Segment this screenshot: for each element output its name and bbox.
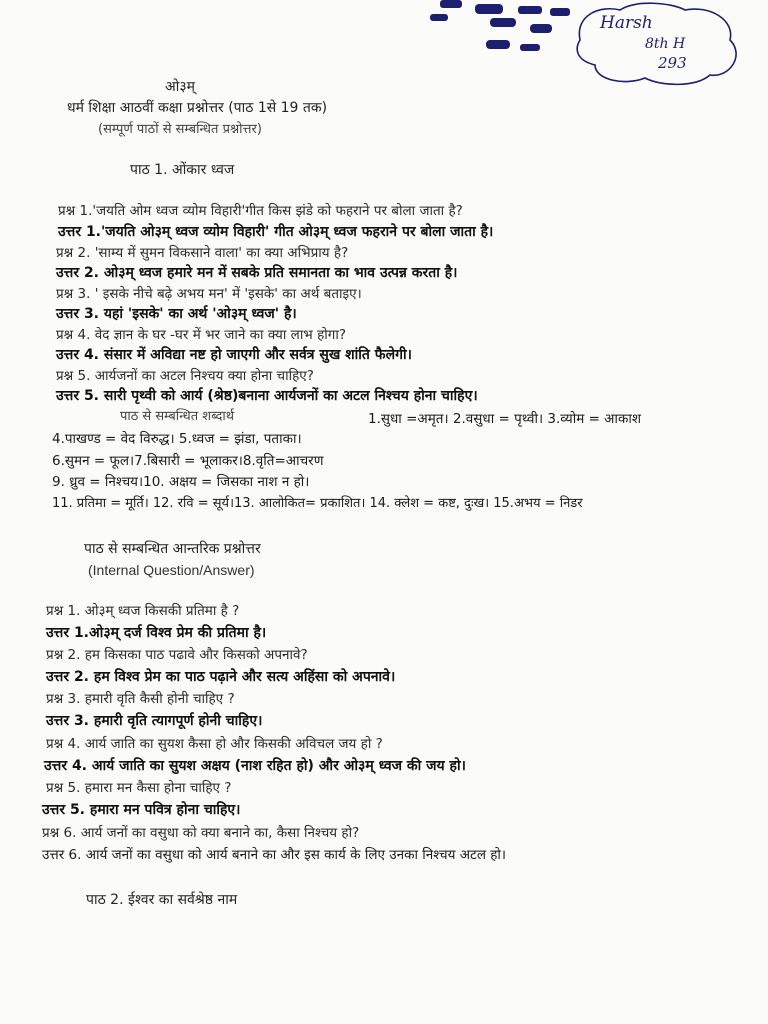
internal-question-3: प्रश्न 3. हमारी वृति कैसी होनी चाहिए ? [46,691,235,707]
internal-answer-3: उत्तर 3. हमारी वृति त्यागपूर्ण होनी चाहिए। [46,713,263,729]
scribble-class: 8th H [645,36,686,52]
internal-answer-6: उत्तर 6. आर्य जनों का वसुधा को आर्य बनाने का और इस कार्य के लिए उनका निश्चय अटल हो। [42,847,507,863]
document-title: धर्म शिक्षा आठवीं कक्षा प्रश्नोत्तर (पाठ 1से 19 तक) [67,100,328,116]
internal-section-title: पाठ से सम्बन्धित आन्तरिक प्रश्नोत्तर [84,541,261,557]
question-5: प्रश्न 5. आर्यजनों का अटल निश्चय क्या होना चाहिए? [56,368,314,384]
glossary-line: 4.पाखण्ड = वेद विरुद्ध। 5.ध्वज = झंडा, पताका। [52,431,302,447]
internal-section-subtitle: (Internal Question/Answer) [88,562,255,578]
document-subtitle: (सम्पूर्ण पाठों से सम्बन्धित प्रश्नोत्तर) [98,122,262,137]
om-heading: ओ३म् [165,79,195,95]
question-2: प्रश्न 2. 'साम्य में सुमन विकसाने वाला' का क्या अभिप्राय है? [56,245,349,261]
glossary-line: 11. प्रतिमा = मूर्ति। 12. रवि = सूर्य।13. आलोकित= प्रकाशित। 14. क्लेश = कष्ट, दुःख। 15.अभय = निडर [52,496,583,511]
answer-3: उत्तर 3. यहां 'इसके' का अर्थ 'ओ३म् ध्वज' है। [56,306,297,322]
lesson-1-title: पाठ 1. ओंकार ध्वज [130,162,235,178]
ink-scribbles [430,0,570,51]
scribble-name: Harsh [600,13,653,33]
handwritten-note [430,0,768,90]
internal-question-5: प्रश्न 5. हमारा मन कैसा होना चाहिए ? [46,780,232,796]
question-4: प्रश्न 4. वेद ज्ञान के घर -घर में भर जाने का क्या लाभ होगा? [56,327,347,343]
glossary-line: 9. ध्रुव = निश्चय।10. अक्षय = जिसका नाश न हो। [52,474,310,490]
question-3: प्रश्न 3. ' इसके नीचे बढ़े अभय मन' में 'इसके' का अर्थ बताइए। [56,286,362,302]
internal-question-4: प्रश्न 4. आर्य जाति का सुयश कैसा हो और किसकी अविचल जय हो ? [46,736,383,752]
question-1: प्रश्न 1.'जयति ओम ध्वज व्योम विहारी'गीत किस झंडे को फहराने पर बोला जाता है? [58,203,463,219]
scribble-number: 293 [658,54,687,72]
internal-answer-2: उत्तर 2. हम विश्व प्रेम का पाठ पढ़ाने और सत्य अहिंसा को अपनावे। [46,669,396,685]
glossary-line: 1.सुधा =अमृत। 2.वसुधा = पृथ्वी। 3.व्योम = आकाश [368,411,642,427]
glossary-line: 6.सुमन = फूल।7.बिसारी = भूलाकर।8.वृति=आचरण [52,453,324,469]
internal-answer-1: उत्तर 1.ओ३म् दर्ज विश्व प्रेम की प्रतिमा है। [46,625,267,641]
internal-question-2: प्रश्न 2. हम किसका पाठ पढावे और किसको अपनावे? [46,647,308,663]
internal-question-1: प्रश्न 1. ओ३म् ध्वज किसकी प्रतिमा है ? [46,603,240,619]
internal-answer-5: उत्तर 5. हमारा मन पवित्र होना चाहिए। [42,802,241,818]
internal-question-6: प्रश्न 6. आर्य जनों का वसुधा को क्या बनाने का, कैसा निश्चय हो? [42,825,360,841]
internal-answer-4: उत्तर 4. आर्य जाति का सुयश अक्षय (नाश रहित हो) और ओ३म् ध्वज की जय हो। [44,758,466,774]
answer-1: उत्तर 1.'जयति ओ३म् ध्वज व्योम विहारी' गीत ओ३म् ध्वज फहराने पर बोला जाता है। [58,224,494,240]
glossary-heading: पाठ से सम्बन्धित शब्दार्थ [120,409,235,424]
answer-5: उत्तर 5. सारी पृथ्वी को आर्य (श्रेष्ठ)बनाना आर्यजनों का अटल निश्चय होना चाहिए। [56,388,478,404]
lesson-2-title: पाठ 2. ईश्वर का सर्वश्रेष्ठ नाम [86,892,238,908]
answer-4: उत्तर 4. संसार में अविद्या नष्ट हो जाएगी और सर्वत्र सुख शांति फैलेगी। [56,347,412,363]
answer-2: उत्तर 2. ओ३म् ध्वज हमारे मन में सबके प्रति समानता का भाव उत्पन्न करता है। [56,265,458,281]
